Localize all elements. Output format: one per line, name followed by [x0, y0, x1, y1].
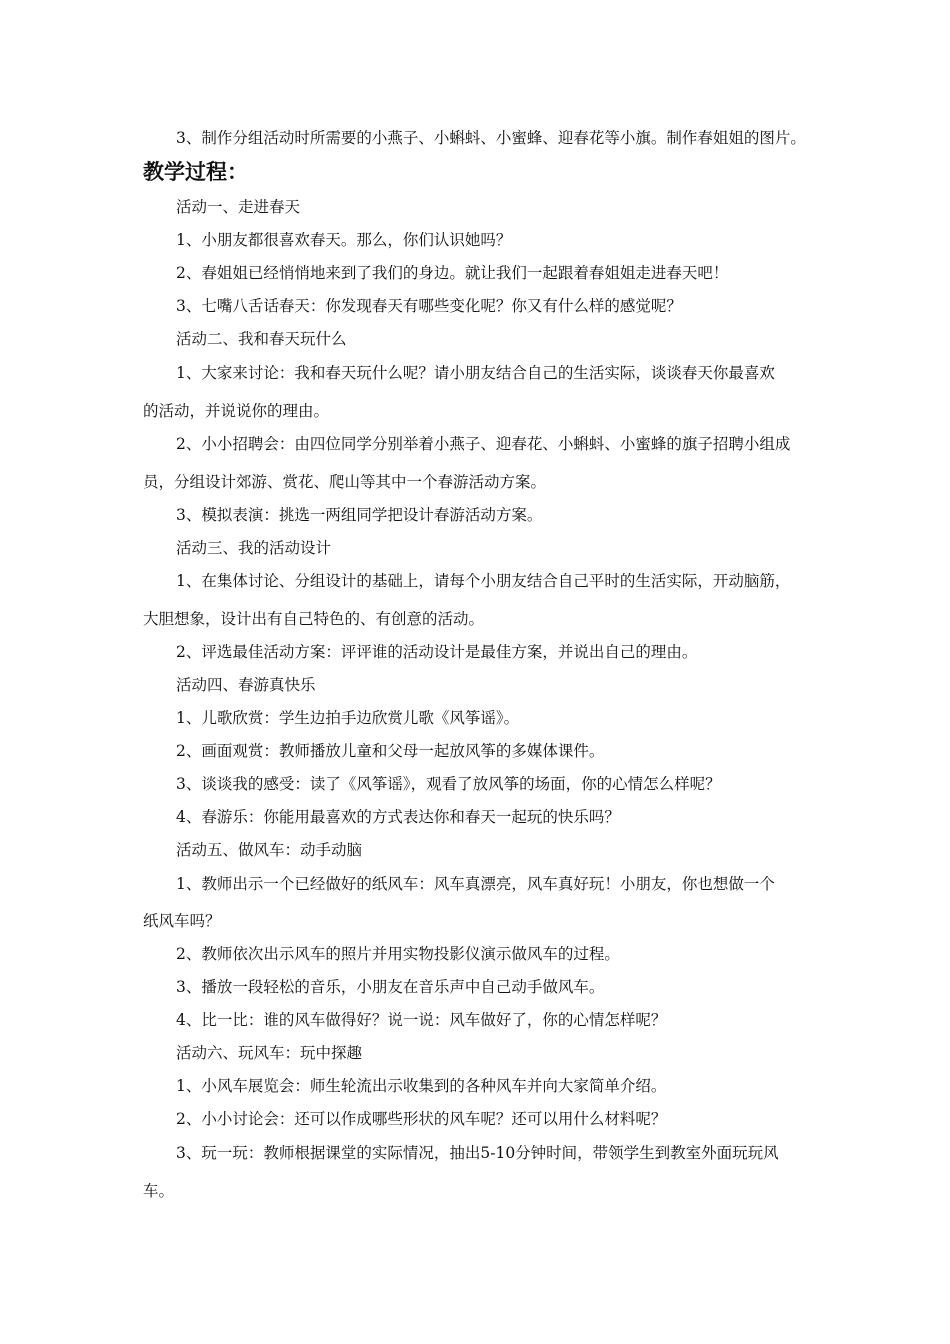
paragraph-line: 4、春游乐：你能用最喜欢的方式表达你和春天一起玩的快乐吗？ — [176, 808, 620, 826]
paragraph-line: 1、小朋友都很喜欢春天。那么，你们认识她吗？ — [176, 231, 512, 249]
activity-title: 活动二、我和春天玩什么 — [176, 330, 347, 348]
activity-title: 活动三、我的活动设计 — [176, 539, 332, 557]
paragraph-line: 2、画面观赏：教师播放儿童和父母一起放风筝的多媒体课件。 — [176, 742, 605, 760]
paragraph-line: 3、玩一玩：教师根据课堂的实际情况，抽出5-10分钟时间，带领学生到教室外面玩玩风 — [176, 1144, 779, 1162]
paragraph-continuation: 车。 — [143, 1182, 175, 1200]
paragraph-line: 2、教师依次出示风车的照片并用实物投影仪演示做风车的过程。 — [176, 945, 620, 963]
activity-title: 活动四、春游真快乐 — [176, 676, 316, 694]
activity-title: 活动五、做风车：动手动脑 — [176, 841, 363, 859]
paragraph-line: 1、教师出示一个已经做好的纸风车：风车真漂亮，风车真好玩！小朋友，你也想做一个 — [176, 875, 775, 893]
paragraph-line: 2、小小招聘会：由四位同学分别举着小燕子、迎春花、小蝌蚪、小蜜蜂的旗子招聘小组成 — [176, 435, 791, 453]
paragraph-continuation: 员，分组设计郊游、赏花、爬山等其中一个春游活动方案。 — [143, 473, 547, 491]
paragraph-line: 2、小小讨论会：还可以作成哪些形状的风车呢？还可以用什么材料呢？ — [176, 1110, 667, 1128]
paragraph-line: 3、七嘴八舌话春天：你发现春天有哪些变化呢？你又有什么样的感觉呢？ — [176, 297, 682, 315]
paragraph-line: 4、比一比：谁的风车做得好？说一说：风车做好了，你的心情怎样呢？ — [176, 1011, 667, 1029]
paragraph-line: 1、小风车展览会：师生轮流出示收集到的各种风车并向大家简单介绍。 — [176, 1077, 667, 1095]
activity-title: 活动六、玩风车：玩中探趣 — [176, 1044, 363, 1062]
paragraph-line: 1、大家来讨论：我和春天玩什么呢？请小朋友结合自己的生活实际，谈谈春天你最喜欢 — [176, 364, 775, 382]
paragraph-line: 1、儿歌欣赏：学生边拍手边欣赏儿歌《风筝谣》。 — [176, 709, 520, 727]
paragraph-continuation: 大胆想象，设计出有自己特色的、有创意的活动。 — [143, 610, 485, 628]
paragraph-line: 3、模拟表演：挑选一两组同学把设计春游活动方案。 — [176, 506, 543, 524]
paragraph-line: 1、在集体讨论、分组设计的基础上，请每个小朋友结合自己平时的生活实际，开动脑筋， — [176, 572, 791, 590]
paragraph-line: 2、评选最佳活动方案：评评谁的活动设计是最佳方案，并说出自己的理由。 — [176, 643, 698, 661]
activity-title: 活动一、走进春天 — [176, 198, 301, 216]
paragraph-continuation: 纸风车吗？ — [143, 912, 221, 930]
paragraph-line: 2、春姐姐已经悄悄地来到了我们的身边。就让我们一起跟着春姐姐走进春天吧！ — [176, 264, 729, 282]
paragraph-continuation: 的活动，并说说你的理由。 — [143, 402, 330, 420]
section-heading: 教学过程： — [143, 160, 248, 184]
paragraph-line: 3、播放一段轻松的音乐，小朋友在音乐声中自己动手做风车。 — [176, 978, 605, 996]
prep-item-3: 3、制作分组活动时所需要的小燕子、小蝌蚪、小蜜蜂、迎春花等小旗。制作春姐姐的图片。 — [176, 129, 806, 147]
paragraph-line: 3、谈谈我的感受：读了《风筝谣》，观看了放风筝的场面，你的心情怎么样呢？ — [176, 775, 721, 793]
